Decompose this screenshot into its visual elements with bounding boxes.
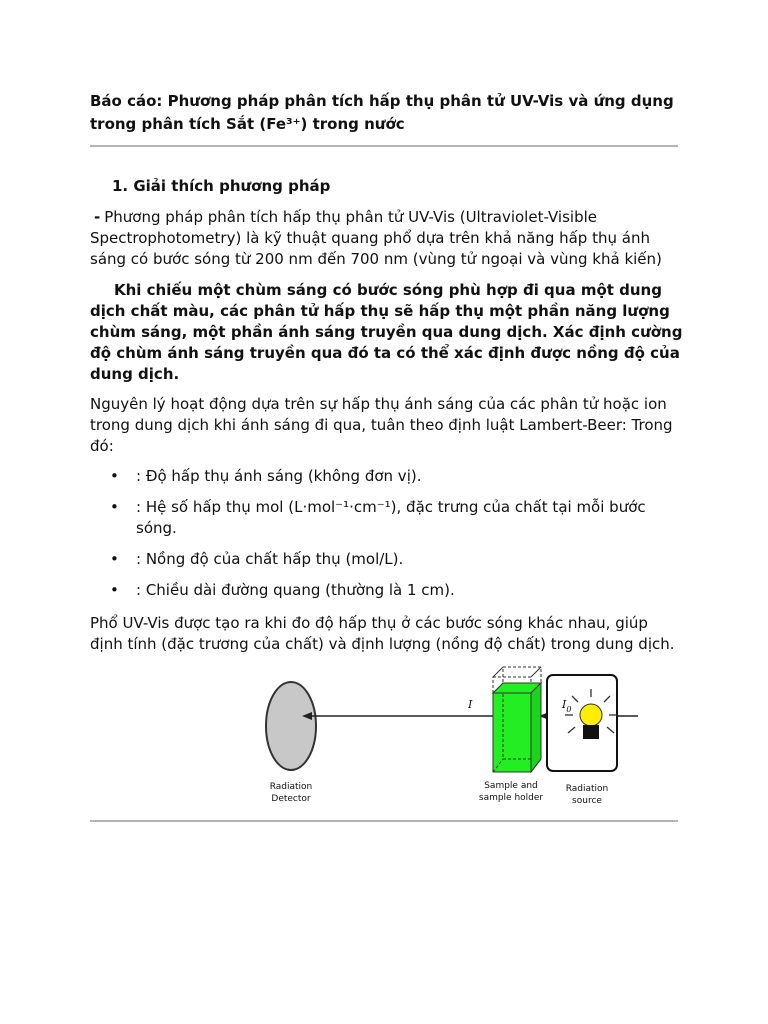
lambert-beer-paragraph: Nguyên lý hoạt động dựa trên sự hấp thụ ánh sáng của các phân tử hoặc ion trong dung dịch khi ánh sáng đi qua, tuân theo định luật Lambert-Beer: Trong đó: (90, 395, 673, 455)
list-item (90, 466, 685, 487)
report-title-line-2: trong phân tích Sắt (Fe³⁺) trong nước (90, 115, 405, 133)
sample-cuvette-icon (493, 667, 541, 772)
uv-vis-setup-diagram (248, 663, 638, 808)
list-item-text: : Hệ số hấp thụ mol (L·mol⁻¹·cm⁻¹), đặc trưng của chất tại mỗi bước sóng. (136, 498, 646, 537)
bullet-icon: • (110, 581, 119, 599)
sample-label-line-1: Sample and (484, 781, 538, 791)
light-bulb-icon (547, 675, 617, 771)
list-item-text: : Nồng độ của chất hấp thụ (mol/L). (136, 550, 404, 568)
principle-bold-paragraph (90, 280, 685, 385)
list-item (90, 549, 685, 570)
source-label-line-2: source (572, 796, 602, 806)
detector-ellipse-icon (266, 682, 316, 770)
transmitted-intensity-symbol: I (468, 698, 473, 711)
section-1-heading: 1. Giải thích phương pháp (112, 177, 331, 195)
report-title-line-1: Báo cáo: Phương pháp phân tích hấp thụ phân tử UV-Vis và ứng dụng (90, 92, 674, 110)
detector-label-line-2: Detector (271, 794, 311, 804)
bullet-icon: • (110, 467, 119, 485)
report-title (90, 90, 685, 136)
source-label-line-1: Radiation (565, 784, 609, 794)
list-item (90, 580, 685, 601)
method-definition-paragraph (90, 207, 685, 270)
principle-bold-text: Khi chiếu một chùm sáng có bước sóng phù hợp đi qua một dung dịch chất màu, các phân tử hấp thụ sẽ hấp thụ một phần năng lượng chùm sáng, một phần ánh sáng truyền qua dung dịch. Xác định cường độ chùm ánh sáng truyền qua đó ta có thể xác định được nồng độ của dung dịch. (90, 281, 683, 383)
sample-label-line-2: sample holder (478, 793, 544, 803)
title-divider (90, 145, 678, 147)
bullet-icon: • (110, 550, 119, 568)
dash-marker: - (94, 208, 101, 226)
incident-subscript: 0 (566, 705, 572, 714)
incident-intensity-symbol: $I_0$ (562, 698, 572, 714)
list-item-text: : Độ hấp thụ ánh sáng (không đơn vị). (136, 467, 422, 485)
spectrum-paragraph: Phổ UV-Vis được tạo ra khi đo độ hấp thụ ở các bước sóng khác nhau, giúp định tính (đặc trương của chất) và định lượng (nồng độ chất) trong dung dịch. (90, 614, 675, 653)
diagram-svg (248, 663, 638, 808)
bullet-icon: • (110, 498, 119, 516)
list-item-text: : Chiều dài đường quang (thường là 1 cm). (136, 581, 455, 599)
variable-list (90, 466, 685, 611)
detector-label-line-1: Radiation (269, 782, 313, 792)
list-item (90, 497, 685, 539)
method-definition-text: Phương pháp phân tích hấp thụ phân tử UV-Vis (Ultraviolet-Visible Spectrophotometry) là kỹ thuật quang phổ dựa trên khả năng hấp thụ ánh sáng có bước sóng từ 200 nm đến 700 nm (vùng tử ngoại và vùng khả kiến) (90, 208, 662, 268)
bottom-divider (90, 820, 678, 822)
